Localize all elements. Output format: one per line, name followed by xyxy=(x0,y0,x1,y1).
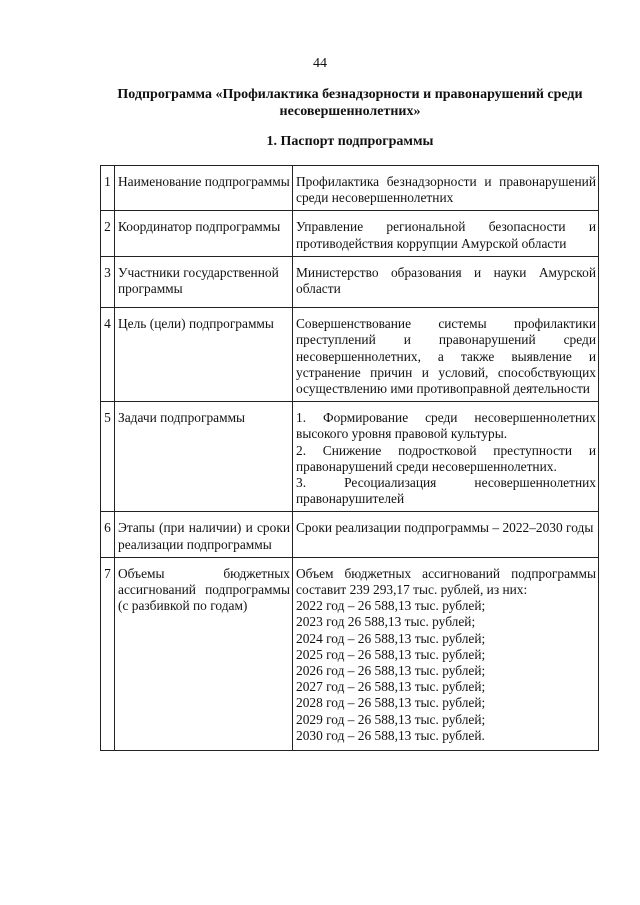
budget-intro: Объем бюджетных ассигнований подпрограммы составит 239 293,17 тыс. рублей, из них: xyxy=(296,565,596,598)
row-label: Цель (цели) подпрограммы xyxy=(115,308,293,402)
row-number: 2 xyxy=(101,211,115,256)
table-row xyxy=(101,211,599,256)
row-value: Совершенствование системы профилактики преступлений и правонарушений среди несовершеннолетних, а также выявление и устранение причин и условий, способствующих осуществлению ими противоправной деятельности xyxy=(293,308,599,402)
section-title: 1. Паспорт подпрограммы xyxy=(266,134,434,149)
row-value: Министерство образования и науки Амурской области xyxy=(293,256,599,307)
passport-table xyxy=(100,165,599,751)
document-title-line-1: Подпрограмма «Профилактика безнадзорности и правонарушений среди xyxy=(117,87,583,102)
budget-year-item: 2030 год – 26 588,13 тыс. рублей. xyxy=(296,727,485,743)
row-label: Участники государственной программы xyxy=(115,256,293,307)
document-title-line-2: несовершеннолетних» xyxy=(279,104,421,119)
row-value: Сроки реализации подпрограммы – 2022–2030 годы xyxy=(293,512,599,557)
document-title xyxy=(100,86,600,120)
budget-year-item: 2024 год – 26 588,13 тыс. рублей; xyxy=(296,630,486,646)
row-label: Задачи подпрограммы xyxy=(115,402,293,512)
budget-year-item: 2022 год – 26 588,13 тыс. рублей; xyxy=(296,598,486,614)
table-row xyxy=(101,557,599,750)
row-number: 7 xyxy=(101,557,115,750)
row-value: Управление региональной безопасности и противодействия коррупции Амурской области xyxy=(293,211,599,256)
row-number: 4 xyxy=(101,308,115,402)
budget-year-item: 2026 год – 26 588,13 тыс. рублей; xyxy=(296,663,486,679)
row-label: Объемы бюджетных ассигнований подпрограммы (с разбивкой по годам) xyxy=(115,557,293,750)
table-row xyxy=(101,512,599,557)
row-number: 1 xyxy=(101,166,115,211)
table-row xyxy=(101,166,599,211)
page-number: 44 xyxy=(313,56,327,71)
budget-year-item: 2025 год – 26 588,13 тыс. рублей; xyxy=(296,646,486,662)
budget-year-item: 2023 год 26 588,13 тыс. рублей; xyxy=(296,614,476,630)
task-item: 2. Снижение подростковой преступности и правонарушений среди несовершеннолетних. xyxy=(296,442,596,474)
row-value: Профилактика безнадзорности и правонарушений среди несовершеннолетних xyxy=(293,166,599,211)
table-row xyxy=(101,256,599,307)
row-number: 5 xyxy=(101,402,115,512)
table-row xyxy=(101,402,599,512)
row-label: Координатор подпрограммы xyxy=(115,211,293,256)
row-number: 6 xyxy=(101,512,115,557)
row-value xyxy=(293,402,599,512)
row-label: Наименование подпрограммы xyxy=(115,166,293,211)
task-item: 1. Формирование среди несовершеннолетних высокого уровня правовой культуры. xyxy=(296,410,596,442)
table-row xyxy=(101,308,599,402)
budget-year-item: 2027 год – 26 588,13 тыс. рублей; xyxy=(296,679,486,695)
budget-year-item: 2029 год – 26 588,13 тыс. рублей; xyxy=(296,711,486,727)
task-item: 3. Ресоциализация несовершеннолетних правонарушителей xyxy=(296,475,596,507)
row-label: Этапы (при наличии) и сроки реализации подпрограммы xyxy=(115,512,293,557)
budget-year-item: 2028 год – 26 588,13 тыс. рублей; xyxy=(296,695,486,711)
row-value xyxy=(293,557,599,750)
row-number: 3 xyxy=(101,256,115,307)
